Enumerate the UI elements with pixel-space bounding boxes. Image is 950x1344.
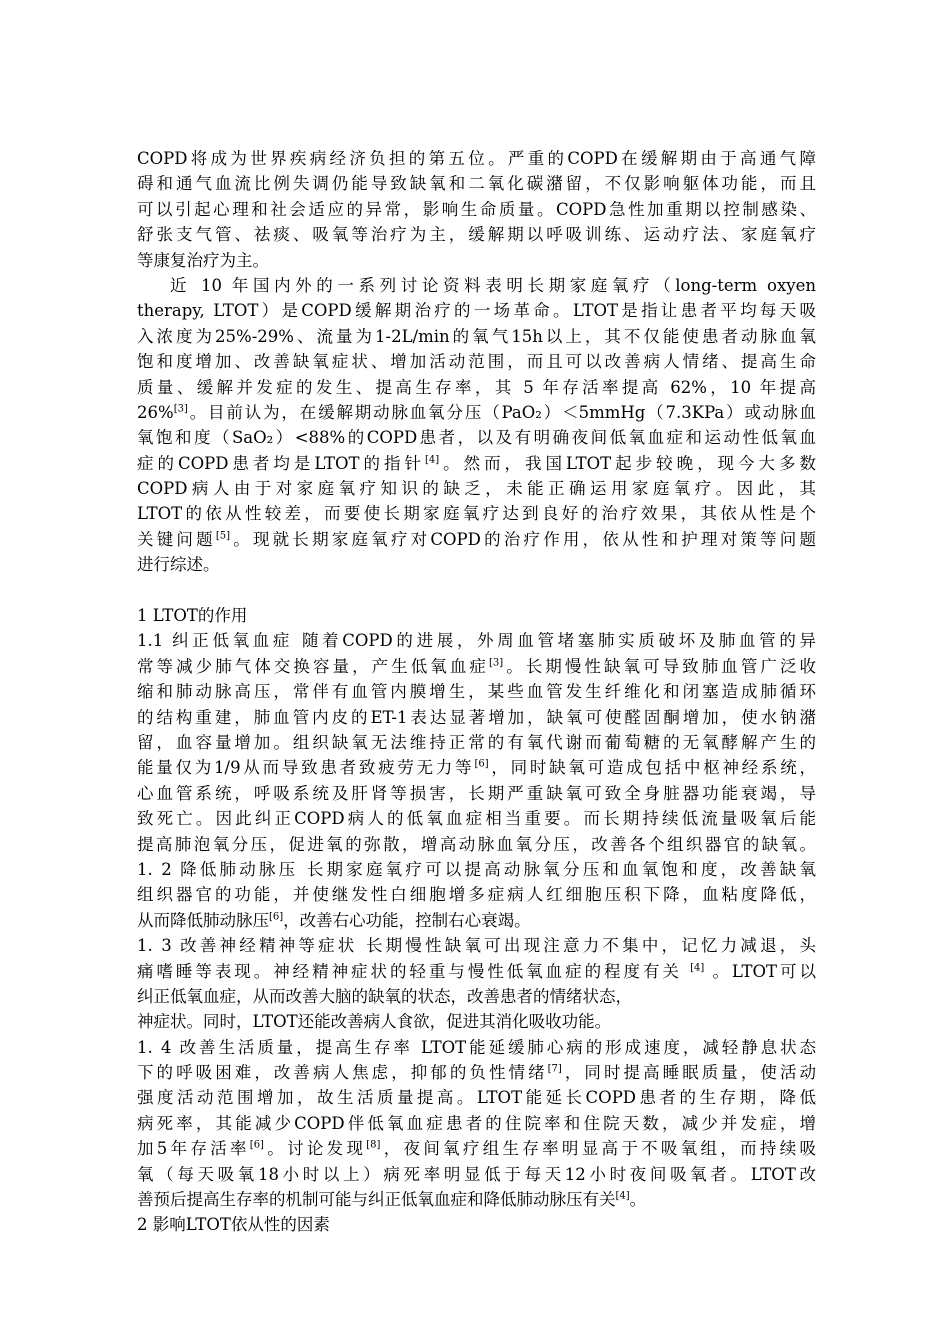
text-line: 舒张支气管、祛痰、吸氧等治疗为主，缓解期以呼吸训练、运动疗法、家庭氧疗 (137, 225, 816, 245)
text-line: 心血管系统，呼吸系统及肝肾等损害，长期严重缺氧可致全身脏器功能衰竭，导 (137, 783, 816, 803)
section-heading: 2 影响LTOT依从性的因素 (137, 1215, 330, 1235)
section-ltot-effects (137, 603, 816, 1238)
text-line: 可以引起心理和社会适应的异常，影响生命质量。COPD急性加重期以控制感染、 (137, 199, 816, 219)
text-line: 善预后提高生存率的机制可能与纠正低氧血症和降低肺动脉压有关[4]。 (137, 1190, 647, 1210)
document-page (137, 146, 816, 1238)
text-line: 从而降低肺动脉压[6]，改善右心功能，控制右心衰竭。 (137, 910, 531, 930)
text-line: 等康复治疗为主。 (137, 250, 269, 270)
text-line: 饱和度增加、改善缺氧症状、增加活动范围，而且可以改善病人情绪、提高生命 (137, 352, 816, 372)
paragraph-intro (137, 146, 816, 273)
paragraph-gap (137, 578, 816, 603)
text-line: 加5年存活率[6]。讨论发现[8]，夜间氧疗组生存率明显高于不吸氧组，而持续吸 (137, 1139, 817, 1159)
text-line: 碍和通气血流比例失调仍能导致缺氧和二氧化碳潴留，不仅影响躯体功能，而且 (137, 174, 816, 194)
paragraph-ltot-intro (137, 273, 816, 578)
text-line: 下的呼吸困难，改善病人焦虑，抑郁的负性情绪[7]，同时提高睡眠质量，使活动 (137, 1063, 817, 1083)
text-line: 留，血容量增加。组织缺氧无法维持正常的有氧代谢而葡萄糖的无氧酵解产生的 (137, 732, 816, 752)
text-line: 神症状。同时，LTOT还能改善病人食欲，促进其消化吸收功能。 (137, 1012, 612, 1032)
text-line: 关键问题[5]。现就长期家庭氧疗对COPD的治疗作用，依从性和护理对策等问题 (137, 529, 817, 549)
text-line: 痛嗜睡等表现。神经精神症状的轻重与慢性低氧血症的程度有关 [4] 。LTOT可以 (137, 961, 816, 981)
text-line: 症的COPD患者均是LTOT的指针[4]。然而，我国LTOT起步较晚，现今大多数 (137, 453, 816, 473)
text-line: COPD病人由于对家庭氧疗知识的缺乏，未能正确运用家庭氧疗。因此，其 (137, 479, 816, 499)
text-line: 进行综述。 (137, 555, 220, 575)
text-line: 能量仅为1/9从而导致患者致疲劳无力等[6]，同时缺氧可造成包括中枢神经系统， (137, 758, 816, 778)
text-line: 近 10 年国内外的一系列讨论资料表明长期家庭氧疗（long-term oxyen (170, 275, 816, 295)
text-line: 致死亡。因此纠正COPD病人的低氧血症相当重要。而长期持续低流量吸氧后能 (137, 809, 816, 829)
text-line: 纠正低氧血症，从而改善大脑的缺氧的状态，改善患者的情绪状态， (137, 986, 632, 1006)
text-line: 缩和肺动脉高压，常伴有血管内膜增生，某些血管发生纤维化和闭塞造成肺循环 (137, 682, 816, 702)
text-line: LTOT的依从性较差，而要使长期家庭氧疗达到良好的治疗效果，其依从性是个 (137, 504, 816, 524)
text-line: 的结构重建，肺血管内皮的ET-1表达显著增加，缺氧可使醛固酮增加，使水钠潴 (137, 707, 816, 727)
text-line: 氧饱和度（SaO₂）<88%的COPD患者，以及有明确夜间低氧血症和运动性低氧血 (137, 428, 816, 448)
text-line: 入浓度为25%-29%、流量为1-2L/min的氧气15h以上，其不仅能使患者动脉血氧 (137, 326, 816, 346)
text-line: 26%[3]。目前认为，在缓解期动脉血氧分压（PaO₂）＜5mmHg（7.3KPa）或动脉血 (137, 402, 816, 422)
text-line: 提高肺泡氧分压，促进氧的弥散，增高动脉血氧分压，改善各个组织器官的缺氧。 (137, 834, 816, 854)
text-line: 质量、缓解并发症的发生、提高生存率，其 5 年存活率提高 62%，10 年提高 (137, 377, 816, 397)
section-heading: 1 LTOT的作用 (137, 606, 248, 626)
text-line: therapy, LTOT）是COPD缓解期治疗的一场革命。LTOT是指让患者平均每天吸 (137, 301, 816, 321)
text-line: 氧（每天吸氧18小时以上）病死率明显低于每天12小时夜间吸氧者。LTOT改 (137, 1164, 816, 1184)
text-line: 病死率，其能减少COPD伴低氧血症患者的住院率和住院天数，减少并发症，增 (137, 1113, 816, 1133)
text-line: 强度活动范围增加，故生活质量提高。LTOT能延长COPD患者的生存期，降低 (137, 1088, 816, 1108)
text-line: COPD将成为世界疾病经济负担的第五位。严重的COPD在缓解期由于高通气障 (137, 149, 816, 168)
text-line: 1. 3 改善神经精神等症状 长期慢性缺氧可出现注意力不集中，记忆力减退，头 (137, 936, 816, 956)
text-line: 1.1 纠正低氧血症 随着COPD的进展，外周血管堵塞肺实质破坏及肺血管的异 (137, 631, 816, 651)
text-line: 1. 2 降低肺动脉压 长期家庭氧疗可以提高动脉氧分压和血氧饱和度，改善缺氧 (137, 859, 816, 879)
text-line: 1. 4 改善生活质量，提高生存率 LTOT能延缓肺心病的形成速度，减轻静息状态 (137, 1037, 816, 1057)
text-line: 组织器官的功能，并使继发性白细胞增多症病人红细胞压积下降，血粘度降低， (137, 885, 816, 905)
text-line: 常等减少肺气体交换容量，产生低氧血症[3]。长期慢性缺氧可导致肺血管广泛收 (137, 656, 817, 676)
